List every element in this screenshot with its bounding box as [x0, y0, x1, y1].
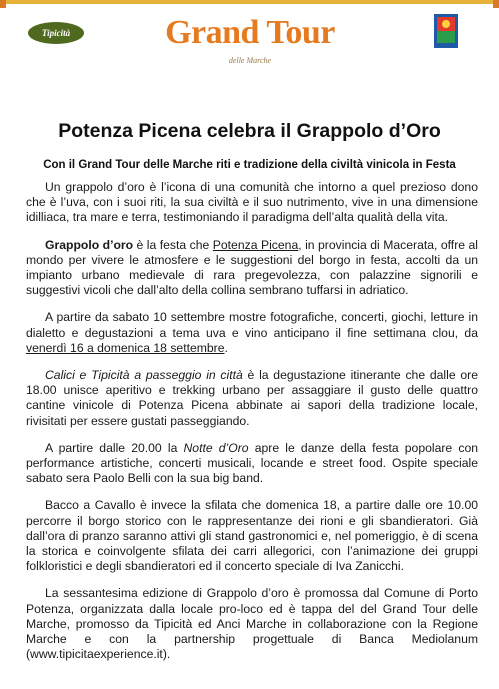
grand-tour-logo-sub: delle Marche [228, 56, 272, 65]
dates-link[interactable]: venerdì 16 a domenica 18 settembre [26, 340, 225, 355]
paragraph-2-text-b: , in provincia di Macerata, offre al mondo per vivere le atmosfere e le suggestioni del borgo in festa, accolti da un impianto urbano medievale di rara pregevolezza, con palazzine signorili e suggestivi vicoli che dall’alto della collina sembrano tuffarsi in adriatico. [26, 237, 478, 298]
paragraph-2-text-a: è la festa che [133, 237, 213, 252]
regione-marche-logo [434, 14, 458, 48]
paragraph-5 [26, 441, 478, 487]
paragraph-3-text-b: . [224, 340, 228, 355]
paragraph-7: La sessantesima edizione di Grappolo d’oro è promossa dal Comune di Porto Potenza, organizzata dalla locale pro-loco ed è tappa del del Grand Tour delle Marche, promosso da Tipicità ed Anci Marche in collaborazione con la Regione Marche e con la partnership progettuale di Banca Mediolanum (www.tipicitaexperience.it). [26, 586, 478, 662]
paragraph-4-text: è la degustazione itinerante che dalle ore 18.00 unisce aperitivo e trekking urbano per assaggiare il gusto delle quattro cantine vinicole di Potenza Picena abbinate ai sapori della tradizione locale, rivisitati per essere gustati passeggiando. [26, 368, 478, 428]
paragraph-2 [26, 238, 478, 299]
paragraph-4 [26, 368, 478, 429]
top-color-band [0, 0, 499, 4]
article-subtitle: Con il Grand Tour delle Marche riti e tradizione della civiltà vinicola in Festa [43, 159, 456, 171]
tasting-name: Calici e Tipicità a passeggio in città [45, 368, 243, 383]
paragraph-6: Bacco a Cavallo è invece la sfilata che domenica 18, a partire dalle ore 10.00 percorre il borgo storico con le rappresentanze dei rioni e gli sbandieratori. Già dall’ora di pranzo saranno attivi gli stand gastronomici e, nel pomeriggio, è di scena la storica e coinvolgente sfilata dei carri allegorici, con l’animazione dei gruppi folkloristici e degli sbandieratori ed il concerto speciale di Iva Zanicchi. [26, 498, 478, 574]
tipicita-logo-text: Tipicità [41, 28, 71, 38]
paragraph-5-text-b: apre le danze della festa popolare con performance artistiche, concerti musicali, locande e street food. Ospite speciale sabato sera Paolo Belli con la sua big band. [26, 440, 478, 486]
paragraph-5-text-a: A partire dalle 20.00 la [45, 440, 184, 455]
corner-mark-right [493, 0, 499, 8]
paragraph-1: Un grappolo d’oro è l’icona di una comunità che intorno a quel prezioso dono che è l’uva, con i suoi riti, la sua civiltà e il suo nutrimento, vive in una dimensione idilliaca, tra mare e terra, testimoniando il paradigma dell’alta qualità della vita. [26, 180, 478, 225]
potenza-picena-link[interactable]: Potenza Picena [212, 237, 299, 252]
paragraph-3-text-a: A partire da sabato 10 settembre mostre fotografiche, concerti, giochi, letture in dialetto e degustazioni a tema uva e vino anticipano il fine settimana clou, da [26, 310, 478, 340]
event-name: Grappolo d’oro [45, 237, 134, 252]
article-body [26, 180, 478, 674]
corner-mark-left [0, 0, 6, 8]
paragraph-3 [26, 310, 478, 356]
grand-tour-logo-title: Grand Tour [165, 14, 335, 51]
notte-doro: Notte d’Oro [183, 440, 249, 455]
tipicita-logo [28, 22, 84, 44]
grand-tour-logo [145, 14, 355, 72]
article-title: Potenza Picena celebra il Grappolo d’Oro [58, 120, 441, 142]
